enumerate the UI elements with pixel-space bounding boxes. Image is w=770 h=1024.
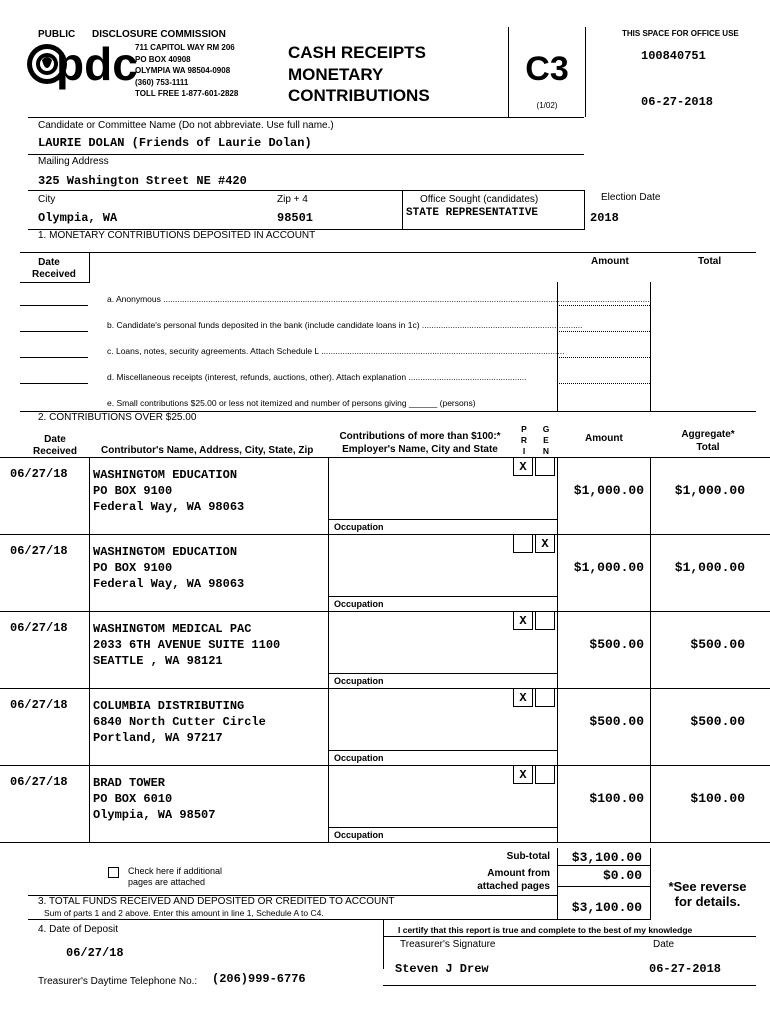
row-aggregate[interactable]: $500.00 <box>690 637 745 652</box>
address-line: PO BOX 40908 <box>135 54 191 64</box>
section2-amount-label: Amount <box>585 433 623 444</box>
row-date[interactable]: 06/27/18 <box>10 698 68 712</box>
section2-aggregate-label: Aggregate* Total <box>681 429 735 453</box>
general-checkbox[interactable] <box>535 611 555 630</box>
section1-amount-label: Amount <box>591 256 629 267</box>
contributor-city: Olympia, WA 98507 <box>93 808 216 822</box>
agency-public: PUBLIC <box>38 29 76 40</box>
contributor-city: SEATTLE , WA 98121 <box>93 654 223 668</box>
report-date: 06-27-2018 <box>641 95 714 109</box>
row-aggregate[interactable]: $1,000.00 <box>674 483 745 498</box>
see-reverse-note: *See reverse for details. <box>668 879 747 909</box>
row-amount[interactable]: $1,000.00 <box>573 560 644 575</box>
section1-line-a: a. Anonymous .............................................................................................................................................................................................................. <box>107 294 650 304</box>
primary-mark: X <box>519 691 527 705</box>
contributor-name: WASHINGTOM MEDICAL PAC <box>93 622 252 636</box>
table-row <box>0 457 770 534</box>
row-aggregate[interactable]: $100.00 <box>690 791 745 806</box>
deposit-date-label: 4. Date of Deposit <box>38 924 119 935</box>
primary-checkbox[interactable] <box>513 765 533 784</box>
office-sought-label: Office Sought (candidates) <box>420 194 539 205</box>
section1-line-b: b. Candidate's personal funds deposited in the bank (include candidate loans in 1c) .................................................................... <box>107 320 583 330</box>
primary-checkbox[interactable] <box>513 534 533 553</box>
table-row <box>0 765 770 842</box>
logo-text: pdc <box>56 38 138 90</box>
report-number: 100840751 <box>641 49 706 63</box>
attached-pages-label: Amount from attached pages <box>477 868 550 892</box>
contributor-address: 6840 North Cutter Circle <box>93 715 266 729</box>
section1-date-label: Date Received <box>32 257 76 280</box>
general-checkbox[interactable] <box>535 688 555 707</box>
mailing-address[interactable]: 325 Washington Street NE #420 <box>38 174 247 188</box>
general-checkbox[interactable] <box>535 457 555 476</box>
primary-checkbox[interactable] <box>513 688 533 707</box>
city-label: City <box>38 194 56 205</box>
pdc-logo <box>22 38 138 92</box>
additional-pages-label: Check here if additional pages are attached <box>128 866 223 887</box>
occupation-label: Occupation <box>334 676 384 686</box>
address-line: (360) 753-1111 <box>135 77 189 87</box>
general-checkbox[interactable] <box>535 765 555 784</box>
section1-title: 1. MONETARY CONTRIBUTIONS DEPOSITED IN ACCOUNT <box>38 230 316 241</box>
zip-label: Zip + 4 <box>277 194 308 205</box>
primary-checkbox[interactable] <box>513 457 533 476</box>
primary-mark: X <box>519 614 527 628</box>
contributor-address: 2033 6TH AVENUE SUITE 1100 <box>93 638 281 652</box>
section2-employer-label <box>330 430 510 456</box>
contributor-address: PO BOX 6010 <box>93 792 173 806</box>
contributor-city: Portland, WA 97217 <box>93 731 223 745</box>
city-value[interactable]: Olympia, WA <box>38 211 118 225</box>
deposit-date[interactable]: 06/27/18 <box>66 946 124 960</box>
table-row <box>0 688 770 765</box>
total-sublabel: Sum of parts 1 and 2 above. Enter this amount in line 1, Schedule A to C4. <box>44 908 324 918</box>
occupation-label: Occupation <box>334 599 384 609</box>
form-title-line: MONETARY <box>288 64 384 84</box>
section2-title: 2. CONTRIBUTIONS OVER $25.00 <box>38 412 197 423</box>
row-date[interactable]: 06/27/18 <box>10 621 68 635</box>
row-date[interactable]: 06/27/18 <box>10 544 68 558</box>
agency-commission: DISCLOSURE COMMISSION <box>92 29 226 40</box>
additional-pages-checkbox[interactable] <box>108 867 119 878</box>
contributor-name: BRAD TOWER <box>93 776 166 790</box>
section1-total-label: Total <box>698 256 722 267</box>
primary-mark: X <box>519 460 527 474</box>
phone-label: Treasurer's Daytime Telephone No.: <box>38 976 198 987</box>
row-contributor[interactable] <box>93 467 244 515</box>
address-line: 711 CAPITOL WAY RM 206 <box>135 43 235 52</box>
form-code: C3 <box>525 50 569 88</box>
contributor-name: WASHINGTOM EDUCATION <box>93 468 238 482</box>
general-mark: X <box>541 537 549 551</box>
section2-contributor-label: Contributor's Name, Address, City, State, Zip <box>101 445 314 456</box>
row-amount[interactable]: $500.00 <box>589 637 644 652</box>
contributor-address: PO BOX 9100 <box>93 484 173 498</box>
row-date[interactable]: 06/27/18 <box>10 467 68 481</box>
zip-value[interactable]: 98501 <box>277 211 314 225</box>
form-title-line: CONTRIBUTIONS <box>288 86 430 105</box>
occupation-label: Occupation <box>334 522 384 532</box>
row-amount[interactable]: $1,000.00 <box>573 483 644 498</box>
row-aggregate[interactable]: $1,000.00 <box>674 560 745 575</box>
contributor-address: PO BOX 9100 <box>93 561 173 575</box>
form-version: (1/02) <box>536 101 558 110</box>
form-title <box>288 42 430 107</box>
total-amount[interactable]: $3,100.00 <box>571 900 642 915</box>
treasurer-phone[interactable]: (206)999-6776 <box>212 972 306 986</box>
row-contributor[interactable] <box>93 621 280 669</box>
table-row <box>0 534 770 611</box>
election-date-label: Election Date <box>601 192 661 203</box>
contributor-city: Federal Way, WA 98063 <box>93 577 245 591</box>
occupation-label: Occupation <box>334 830 384 840</box>
row-date[interactable]: 06/27/18 <box>10 775 68 789</box>
col-general-label: G E N <box>542 424 550 456</box>
form-title-line: CASH RECEIPTS <box>288 43 426 62</box>
primary-mark: X <box>519 768 527 782</box>
address-line: OLYMPIA WA 98504-0908 <box>135 66 231 75</box>
row-contributor[interactable] <box>93 544 244 592</box>
row-amount[interactable]: $500.00 <box>589 714 644 729</box>
signature-date-label: Date <box>653 939 675 950</box>
address-line: TOLL FREE 1-877-601-2828 <box>135 89 239 98</box>
contributor-name: WASHINGTOM EDUCATION <box>93 545 238 559</box>
signature-date[interactable]: 06-27-2018 <box>649 962 722 976</box>
subtotal-label: Sub-total <box>506 851 550 862</box>
signature-label: Treasurer's Signature <box>400 939 496 950</box>
mailing-address-label: Mailing Address <box>38 156 109 167</box>
section1-line-c: c. Loans, notes, security agreements. Attach Schedule L ....................................................................................................... <box>107 346 565 356</box>
row-contributor[interactable] <box>93 775 215 823</box>
section1-line-e: e. Small contributions $25.00 or less not itemized and number of persons giving ______ (persons) <box>107 398 476 408</box>
row-contributor[interactable] <box>93 698 266 746</box>
treasurer-signature[interactable]: Steven J Drew <box>395 962 489 976</box>
col-primary-label: P R I <box>520 424 528 456</box>
row-aggregate[interactable]: $500.00 <box>690 714 745 729</box>
section1-line-d: d. Miscellaneous receipts (interest, refunds, auctions, other). Attach explanation .................................................. <box>107 372 527 382</box>
attached-amount[interactable]: $0.00 <box>602 868 642 883</box>
section2-date-label: Date Received <box>33 434 77 457</box>
office-sought[interactable]: STATE REPRESENTATIVE <box>406 207 539 219</box>
candidate-name[interactable]: LAURIE DOLAN (Friends of Laurie Dolan) <box>38 136 312 150</box>
subtotal-amount[interactable]: $3,100.00 <box>571 850 642 865</box>
agency-address <box>135 42 238 100</box>
general-checkbox[interactable] <box>535 534 555 553</box>
contributor-name: COLUMBIA DISTRIBUTING <box>93 699 245 713</box>
total-label: 3. TOTAL FUNDS RECEIVED AND DEPOSITED OR CREDITED TO ACCOUNT <box>38 896 395 907</box>
candidate-name-label: Candidate or Committee Name (Do not abbreviate. Use full name.) <box>38 120 334 131</box>
primary-checkbox[interactable] <box>513 611 533 630</box>
employer-label-line: Contributions of more than $100:* <box>339 431 501 442</box>
contributor-city: Federal Way, WA 98063 <box>93 500 245 514</box>
office-use-label: THIS SPACE FOR OFFICE USE <box>622 29 739 38</box>
table-row <box>0 611 770 688</box>
certify-statement: I certify that this report is true and complete to the best of my knowledge <box>398 925 693 935</box>
employer-label-line: Employer's Name, City and State <box>342 444 498 455</box>
row-amount[interactable]: $100.00 <box>589 791 644 806</box>
election-date[interactable]: 2018 <box>590 211 619 225</box>
occupation-label: Occupation <box>334 753 384 763</box>
